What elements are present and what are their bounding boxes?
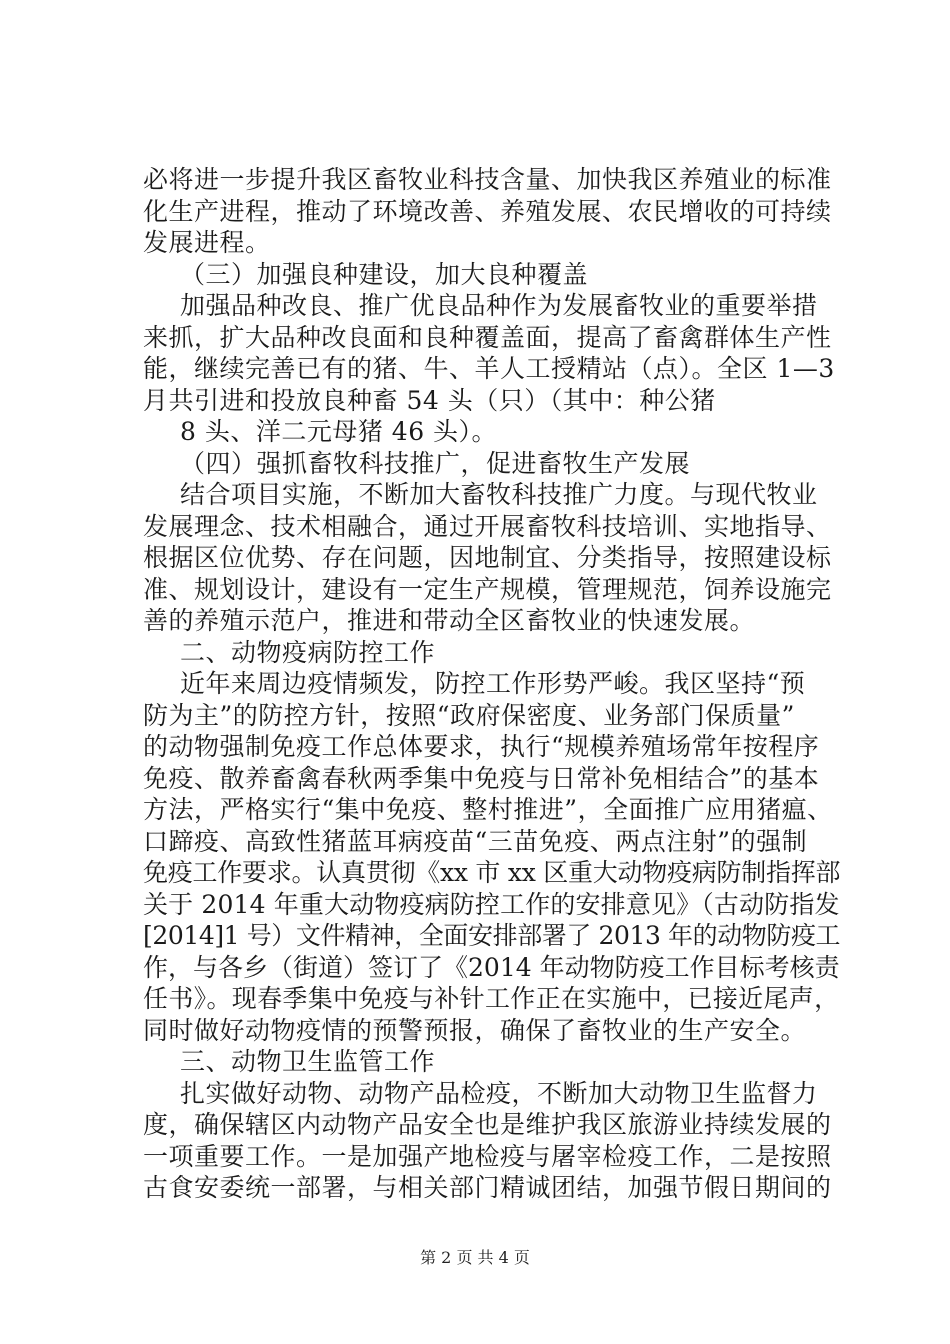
text-line: 一项重要工作。一是加强产地检疫与屠宰检疫工作，二是按照 [143,1141,832,1171]
text-line: 能，继续完善已有的猪、牛、羊人工授精站（点）。全区 1—3 [143,354,835,383]
text-line: 度，确保辖区内动物产品安全也是维护我区旅游业持续发展的 [143,1110,832,1139]
text-line: 月共引进和投放良种畜 54 头（只）（其中：种公猪 [143,385,716,415]
text-line: [2014]1 号）文件精神，全面安排部署了 2013 年的动物防疫工 [143,921,841,950]
text-line: 善的养殖示范户，推进和带动全区畜牧业的快速发展。 [143,606,756,635]
text-line: 来抓，扩大品种改良面和良种覆盖面，提高了畜禽群体生产性 [143,322,832,352]
section-heading: （四）强抓畜牧科技推广，促进畜牧生产发展 [180,448,691,478]
text-line: 关于 2014 年重大动物疫病防控工作的安排意见》（古动防指发 [143,889,840,919]
text-line: 结合项目实施，不断加大畜牧科技推广力度。与现代牧业 [180,480,818,509]
text-line: 根据区位优势、存在问题，因地制宜、分类指导，按照建设标 [143,543,832,572]
text-line: 化生产进程，推动了环境改善、养殖发展、农民增收的可持续 [143,196,832,226]
text-line: 作，与各乡（街道）签订了《2014 年动物防疫工作目标考核责 [143,952,840,982]
text-line: 必将进一步提升我区畜牧业科技含量、加快我区养殖业的标准 [143,165,832,194]
text-line: 8 头、洋二元母猪 46 头）。 [180,417,498,446]
text-line: 口蹄疫、高致性猪蓝耳病疫苗“三苗免疫、两点注射”的强制 [143,826,808,856]
text-line: 方法，严格实行“集中免疫、整村推进”，全面推广应用猪瘟、 [143,795,833,824]
text-line: 发展进程。 [143,228,271,257]
text-line: 的动物强制免疫工作总体要求，执行“规模养殖场常年按程序 [143,732,820,761]
text-line: 防为主”的防控方针，按照“政府保密度、业务部门保质量” [143,700,795,730]
section-heading: （三）加强良种建设，加大良种覆盖 [180,259,589,289]
text-line: 加强品种改良、推广优良品种作为发展畜牧业的重要举措 [180,291,818,320]
text-line: 免疫、散养畜禽春秋两季集中免疫与日常补免相结合”的基本 [143,763,820,793]
text-line: 任书》。现春季集中免疫与补针工作正在实施中，已接近尾声， [143,984,840,1013]
section-heading: 三、动物卫生监管工作 [180,1047,436,1076]
text-line: 近年来周边疫情频发，防控工作形势严峻。我区坚持“预 [180,669,806,698]
text-line: 发展理念、技术相融合，通过开展畜牧科技培训、实地指导、 [143,511,832,541]
text-line: 古食安委统一部署，与相关部门精诚团结，加强节假日期间的 [143,1173,832,1202]
text-line: 准、规划设计，建设有一定生产规模，管理规范，饲养设施完 [143,574,832,604]
text-line: 扎实做好动物、动物产品检疫，不断加大动物卫生监督力 [180,1078,818,1108]
text-line: 免疫工作要求。认真贯彻《xx 市 xx 区重大动物疫病防制指挥部 [143,858,841,887]
text-line: 同时做好动物疫情的预警预报，确保了畜牧业的生产安全。 [143,1015,807,1045]
section-heading: 二、动物疫病防控工作 [180,637,436,667]
page-footer: 第 2 页 共 4 页 [420,1248,530,1267]
